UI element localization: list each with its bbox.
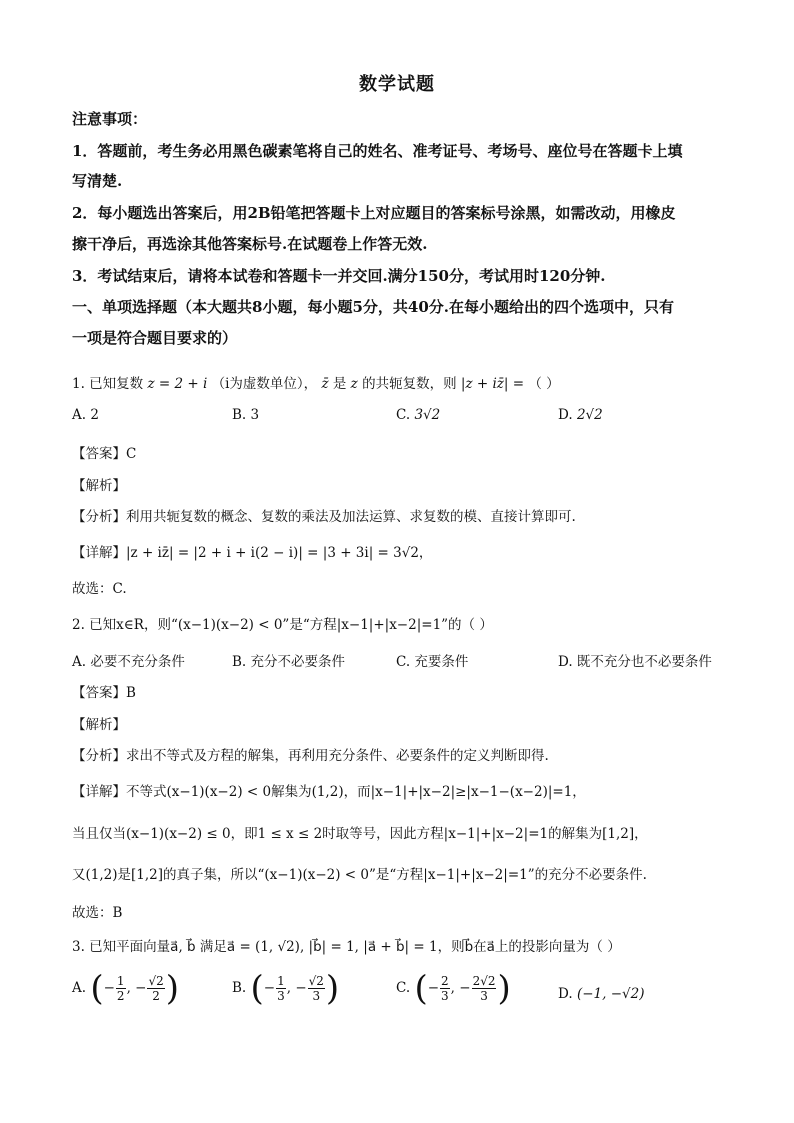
- q3-option-a-label: A.: [72, 980, 87, 996]
- notice-item-3: 3．考试结束后，请将本试卷和答题卡一并交回.满分150分，考试用时120分钟.: [72, 267, 606, 285]
- q3-option-d: [558, 986, 644, 1002]
- q1-option-c-label: C.: [396, 407, 411, 423]
- q2-option-a: A. 必要不充分条件: [72, 654, 185, 670]
- notice-item-2-line-1: 2．每小题选出答案后，用2B铅笔把答题卡上对应题目的答案标号涂黑，如需改动，用橡皮: [72, 204, 676, 222]
- q3-c-num-2: 2√2: [472, 974, 496, 988]
- q1-abs-expression: |z + iz̄| =: [460, 376, 525, 392]
- q3-b-num-2: √2: [308, 974, 324, 988]
- q2-fenxi: 【分析】求出不等式及方程的解集，再利用充分条件、必要条件的定义判断即得.: [72, 748, 549, 764]
- q3-b-den-1: 3: [277, 989, 285, 1003]
- page-title: 数学试题: [359, 74, 435, 95]
- q3-a-num-2: √2: [148, 974, 164, 988]
- q3-option-d-label: D.: [558, 986, 573, 1002]
- notice-item-1-line-2: 写清楚.: [72, 172, 123, 190]
- q1-zbar: z̄: [321, 376, 329, 392]
- q1-option-d-label: D.: [558, 407, 573, 423]
- question-3-stem: 3. 已知平面向量a⃗, b⃗ 满足a⃗ = (1, √2), |b⃗| = 1, |a⃗ + b⃗| = 1，则b⃗在a⃗上的投影向量为（ ）: [72, 939, 621, 955]
- section-heading-line-2: 一项是符合题目要求的）: [72, 329, 238, 347]
- q2-option-b: B. 充分不必要条件: [232, 654, 346, 670]
- q1-mid2: 的共轭复数，则: [362, 376, 457, 392]
- q3-option-a: A. (− $\frac{1}{2}$ , − $\frac{√2}{2}$ ): [72, 968, 180, 1009]
- q2-choose: 故选：B: [72, 905, 123, 921]
- q3-c-den-2: 3: [480, 989, 488, 1003]
- q1-option-a: A. 2: [72, 407, 99, 423]
- q3-c-num-1: 2: [441, 974, 449, 988]
- q3-option-b: B. (− $\frac{1}{3}$ , − $\frac{√2}{3}$ ): [232, 968, 340, 1009]
- q1-blank: （ ）: [528, 376, 560, 392]
- q1-answer: 【答案】C: [72, 446, 137, 462]
- notice-item-2-line-2: 擦干净后，再选涂其他答案标号.在试题卷上作答无效.: [72, 235, 428, 253]
- q2-xiangjie-3: 又(1,2)是[1,2]的真子集，所以“(x−1)(x−2) < 0”是“方程|x−1|+|x−2|=1”的充分不必要条件.: [72, 867, 647, 883]
- q3-b-num-1: 1: [277, 974, 285, 988]
- q3-option-c: C. (− $\frac{2}{3}$ , − $\frac{2√2}{3}$ ): [396, 968, 511, 1009]
- notice-item-1-line-1: 1．答题前，考生务必用黑色碳素笔将自己的姓名、准考证号、考场号、座位号在答题卡上填: [72, 142, 683, 160]
- notice-heading: 注意事项：: [72, 110, 148, 128]
- q1-paren-note: （i为虚数单位），: [211, 376, 318, 392]
- q2-xiangjie-2: 当且仅当(x−1)(x−2) ≤ 0，即1 ≤ x ≤ 2时取等号，因此方程|x−1|+|x−2|=1的解集为[1,2]，: [72, 826, 648, 842]
- q1-mid: 是: [332, 376, 347, 392]
- q3-a-num-1: 1: [116, 974, 125, 988]
- q1-z: z: [350, 376, 358, 392]
- q2-xiangjie-1: 【详解】不等式(x−1)(x−2) < 0解集为(1,2)，而|x−1|+|x−2|≥|x−1−(x−2)|=1，: [72, 784, 586, 800]
- q1-z-expression: z = 2 + i: [147, 376, 208, 392]
- question-1-stem: [72, 372, 560, 392]
- q3-option-d-value: (−1, −√2): [576, 986, 645, 1002]
- q2-option-c: C. 充要条件: [396, 654, 469, 670]
- q1-option-d-value: 2√2: [576, 407, 603, 423]
- q1-option-c-value: 3√2: [414, 407, 441, 423]
- q3-c-den-1: 3: [441, 989, 449, 1003]
- q1-analysis-tag: 【解析】: [72, 478, 126, 494]
- q1-fenxi: 【分析】利用共轭复数的概念、复数的乘法及加法运算、求复数的模、直接计算即可.: [72, 509, 576, 525]
- q2-option-d: D. 既不充分也不必要条件: [558, 654, 712, 670]
- q1-xiangjie: 【详解】|z + iz̄| = |2 + i + i(2 − i)| = |3 + 3i| = 3√2，: [72, 545, 433, 561]
- q3-a-den-2: 2: [152, 989, 160, 1003]
- q3-option-c-label: C.: [396, 980, 411, 996]
- q3-a-den-1: 2: [116, 989, 125, 1003]
- question-2-stem: 2. 已知x∈R，则“(x−1)(x−2) < 0”是“方程|x−1|+|x−2|=1”的（ ）: [72, 617, 493, 633]
- section-heading-line-1: 一、单项选择题（本大题共8小题，每小题5分，共40分.在每小题给出的四个选项中，只有: [72, 298, 674, 316]
- q1-option-d: [558, 407, 603, 423]
- q2-analysis-tag: 【解析】: [72, 717, 126, 733]
- q1-option-b: B. 3: [232, 407, 260, 423]
- q3-b-den-2: 3: [312, 989, 321, 1003]
- q1-option-c: [396, 407, 440, 423]
- q2-answer: 【答案】B: [72, 685, 136, 701]
- q1-choose: 故选：C.: [72, 581, 127, 597]
- q3-option-b-label: B.: [232, 980, 247, 996]
- q1-prefix: 1. 已知复数: [72, 376, 144, 392]
